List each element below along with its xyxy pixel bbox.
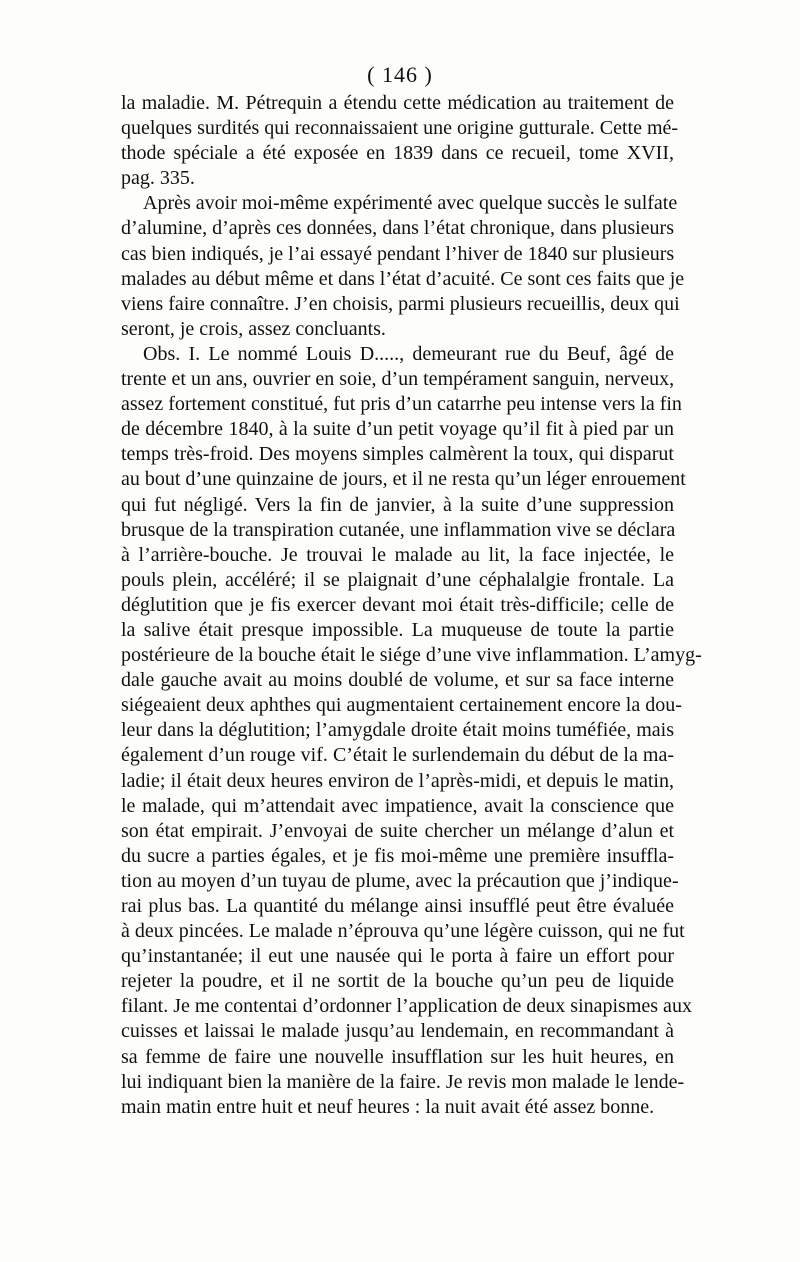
text-line: de décembre 1840, à la suite d’un petit voyage qu’il fit à pied par un bbox=[121, 418, 674, 441]
text-line: filant. Je me contentai d’ordonner l’application de deux sinapismes aux bbox=[121, 995, 692, 1018]
text-line: malades au début même et dans l’état d’acuité. Ce sont ces faits que je bbox=[121, 267, 685, 290]
text-line: siégeaient deux aphthes qui augmentaient certainement encore la dou- bbox=[121, 694, 682, 717]
text-line: brusque de la transpiration cutanée, une inflammation vive se déclara bbox=[121, 518, 676, 541]
text-line: postérieure de la bouche était le siége d’une vive inflammation. L’amyg- bbox=[121, 644, 702, 667]
text-line: tion au moyen d’un tuyau de plume, avec la précaution que j’indique- bbox=[121, 869, 679, 892]
text-line: Obs. I. Le nommé Louis D....., demeurant rue du Beuf, âgé de bbox=[143, 342, 674, 365]
text-line: ladie; il était deux heures environ de l’après-midi, et depuis le matin, bbox=[121, 769, 674, 792]
text-line: quelques surdités qui reconnaissaient une origine gutturale. Cette mé- bbox=[121, 117, 679, 140]
body-text bbox=[121, 91, 702, 1120]
text-line: Après avoir moi-même expérimenté avec quelque succès le sulfate bbox=[143, 192, 678, 215]
text-line: qui fut négligé. Vers la fin de janvier, à la suite d’une suppression bbox=[121, 493, 674, 516]
text-line: rai plus bas. La quantité du mélange ainsi insufflé peut être évaluée bbox=[121, 895, 674, 917]
text-line: également d’un rouge vif. C’était le surlendemain du début de la ma- bbox=[121, 744, 674, 767]
paragraph bbox=[121, 91, 679, 191]
text-line: cas bien indiqués, je l’ai essayé pendant l’hiver de 1840 sur plusieurs bbox=[121, 242, 675, 265]
text-line: cuisses et laissai le malade jusqu’au lendemain, en recommandant à bbox=[121, 1020, 674, 1043]
text-line: seront, je crois, assez concluants. bbox=[121, 317, 386, 340]
text-line: déglutition que je fis exercer devant moi était très-difficile; celle de bbox=[121, 593, 674, 616]
text-line: leur dans la déglutition; l’amygdale droite était moins tuméfiée, mais bbox=[121, 719, 674, 742]
text-line: à deux pincées. Le malade n’éprouva qu’une légère cuisson, qui ne fut bbox=[121, 920, 685, 943]
text-line: assez fortement constitué, fut pris d’un catarrhe peu intense vers la fin bbox=[121, 393, 682, 416]
text-line: d’alumine, d’après ces données, dans l’état chronique, dans plusieurs bbox=[121, 217, 674, 240]
text-line: à l’arrière-bouche. Je trouvai le malade au lit, la face injectée, le bbox=[121, 543, 674, 566]
text-line: sa femme de faire une nouvelle insufflation sur les huit heures, en bbox=[121, 1045, 674, 1068]
text-line: la maladie. M. Pétrequin a étendu cette médication au traitement de bbox=[121, 92, 674, 114]
text-line: pag. 335. bbox=[121, 167, 195, 190]
text-line: pouls plein, accéléré; il se plaignait d’une céphalalgie frontale. La bbox=[121, 568, 674, 591]
text-line: la salive était presque impossible. La muqueuse de toute la partie bbox=[121, 618, 674, 641]
text-line: du sucre a parties égales, et je fis moi-même une première insuffla- bbox=[121, 844, 674, 867]
text-line: rejeter la poudre, et il ne sortit de la bouche qu’un peu de liquide bbox=[121, 970, 674, 993]
text-line: au bout d’une quinzaine de jours, et il ne resta qu’un léger enrouement bbox=[121, 468, 686, 491]
paragraph bbox=[121, 191, 685, 342]
text-line: dale gauche avait au moins doublé de volume, et sur sa face interne bbox=[121, 669, 674, 692]
text-line: trente et un ans, ouvrier en soie, d’un tempérament sanguin, nerveux, bbox=[121, 368, 675, 391]
text-line: lui indiquant bien la manière de la faire. Je revis mon malade le lende- bbox=[121, 1070, 685, 1093]
text-line: thode spéciale a été exposée en 1839 dans ce recueil, tome XVII, bbox=[121, 142, 674, 165]
text-line: temps très-froid. Des moyens simples calmèrent la toux, qui disparut bbox=[121, 443, 674, 466]
text-line: main matin entre huit et neuf heures : la nuit avait été assez bonne. bbox=[121, 1095, 655, 1118]
page-number: ( 146 ) bbox=[367, 62, 433, 87]
paragraph bbox=[121, 342, 702, 1120]
text-line: son état empirait. J’envoyai de suite chercher un mélange d’alun et bbox=[121, 819, 674, 842]
text-line: qu’instantanée; il eut une nausée qui le porta à faire un effort pour bbox=[121, 945, 674, 968]
text-line: le malade, qui m’attendait avec impatience, avait la conscience que bbox=[121, 794, 674, 817]
text-line: viens faire connaître. J’en choisis, parmi plusieurs recueillis, deux qui bbox=[121, 292, 680, 315]
